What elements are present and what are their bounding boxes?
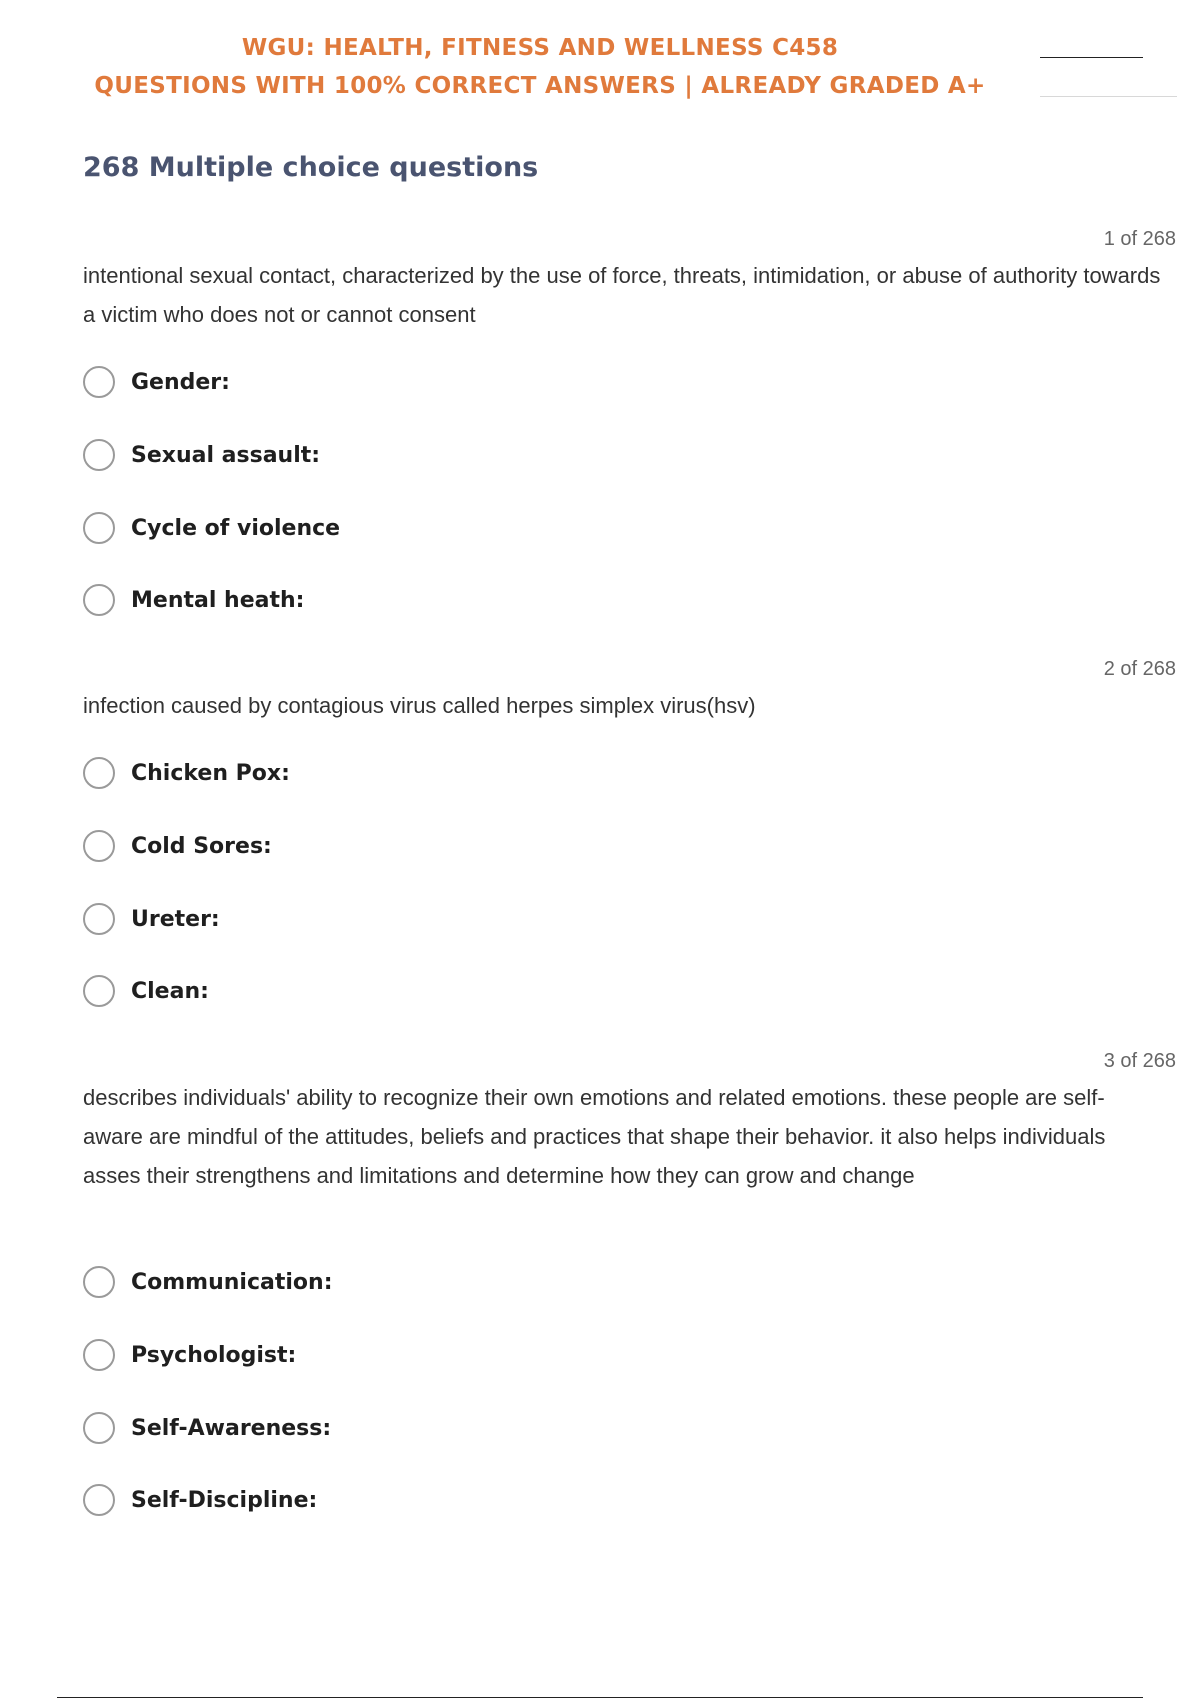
question-counter: 2 of 268 [1103,658,1176,680]
radio-button[interactable] [83,1484,115,1516]
answer-option[interactable] [83,1262,333,1302]
answer-option[interactable] [83,1480,317,1520]
document-header [0,0,1200,110]
answer-label: Self-Discipline: [131,1487,318,1513]
answer-label: Ureter: [131,906,220,932]
answer-label: Chicken Pox: [131,760,290,786]
footer-rule [57,1697,1143,1698]
answer-label: Cycle of violence [131,515,341,541]
answer-label: Sexual assault: [131,442,321,468]
radio-button[interactable] [83,1412,115,1444]
answer-option[interactable] [83,580,304,620]
answer-label: Clean: [131,978,209,1004]
radio-button[interactable] [83,903,115,935]
radio-button[interactable] [83,975,115,1007]
answer-option[interactable] [83,971,209,1011]
header-rule-light [1040,96,1177,97]
document-title-line-1: WGU: HEALTH, FITNESS AND WELLNESS C458 [241,35,839,61]
answer-label: Cold Sores: [131,833,272,859]
radio-button[interactable] [83,1339,115,1371]
answer-option[interactable] [83,753,290,793]
radio-button[interactable] [83,512,115,544]
header-rule [1040,57,1143,58]
document-title-line-2: QUESTIONS WITH 100% CORRECT ANSWERS | ALREADY GRADED A+ [94,73,986,99]
radio-button[interactable] [83,1266,115,1298]
question-counter: 1 of 268 [1103,228,1176,250]
question-text: intentional sexual contact, characterized by the use of force, threats, intimidation, or abuse of authority towards a victim who does not or cannot consent [83,263,1161,327]
answer-option[interactable] [83,826,272,866]
answer-option[interactable] [83,1408,331,1448]
radio-button[interactable] [83,439,115,471]
quiz-heading: 268 Multiple choice questions [83,152,539,183]
answer-label: Mental heath: [131,587,305,613]
answer-option[interactable] [83,899,220,939]
radio-button[interactable] [83,366,115,398]
radio-button[interactable] [83,830,115,862]
answer-option[interactable] [83,362,230,402]
answer-option[interactable] [83,1335,296,1375]
answer-label: Gender: [131,369,230,395]
answer-option[interactable] [83,435,320,475]
question-counter: 3 of 268 [1103,1050,1176,1072]
radio-button[interactable] [83,757,115,789]
question-text: infection caused by contagious virus called herpes simplex virus(hsv) [83,693,756,718]
question-text: describes individuals' ability to recognize their own emotions and related emotions. these people are self-aware are mindful of the attitudes, beliefs and practices that shape their behavior. it also helps individuals asses their strengthens and limitations and determine how they can grow and change [83,1085,1106,1188]
answer-label: Psychologist: [131,1342,297,1368]
radio-button[interactable] [83,584,115,616]
answer-label: Self-Awareness: [131,1415,332,1441]
answer-label: Communication: [131,1269,333,1295]
answer-option[interactable] [83,508,340,548]
